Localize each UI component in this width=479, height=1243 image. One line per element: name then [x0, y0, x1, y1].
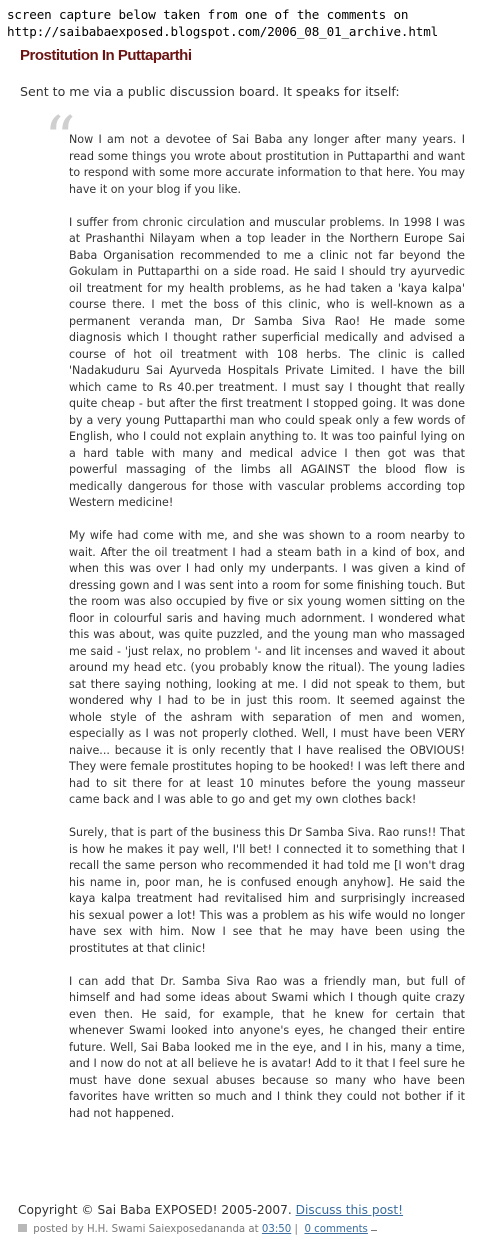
link-trail-icon	[371, 1230, 377, 1231]
copyright-line	[18, 1203, 403, 1217]
footer-separator: |	[294, 1224, 298, 1235]
post-footer	[18, 1224, 377, 1235]
comments-link[interactable]: 0 comments	[304, 1224, 368, 1235]
quote-paragraph-3: My wife had come with me, and she was shown to a room nearby to wait. After the oil treatment I had a steam bath in a kind of box, and when this was over I had only my underpants. I was given a kind of dressing gown and I was sent into a room for some finishing touch. But the room was also occupied by five or six young women sitting on the floor in colourful saris and having much adornment. I wondered what this was about, was quite puzzled, and the young man who massaged me said - 'just relax, no problem '- and lit incenses and waved it about around my head etc. (you probably know the ritual). The young ladies sat there saying nothing, looking at me. I did not speak to them, but wondered why I had to be in just this room. It seemed against the whole style of the ashram with separation of men and women, especially as I was not properly clothed. Well, I must have been VERY naive... because it is only recently that I have realised the OBVIOUS! They were female prostitutes hoping to be hooked! I was left there and had to sit there for at least 10 minutes before the young masseur came back and I was able to go and get my own clothes back!	[69, 529, 465, 806]
post-intro: Sent to me via a public discussion board. It speaks for itself:	[20, 84, 400, 99]
quote-paragraph-5: I can add that Dr. Samba Siva Rao was a friendly man, but full of himself and had some ideas about Swami which I though quite crazy even then. He said, for example, that he knew for certain that whenever Swami looked into anyone's eyes, he changed their entire future. Well, Sai Baba looked me in the eye, and I in his, many a time, and I now do not at all believe he is avatar! Add to it that I feel sure he must have done sexual abuses because so many who have been favorites have written so much and I think they could not bother if it had not happened.	[69, 974, 465, 1120]
caption-url-line: http://saibabaexposed.blogspot.com/2006_08_01_archive.html	[7, 24, 439, 39]
discuss-post-link[interactable]: Discuss this post!	[295, 1203, 404, 1217]
screen-capture-caption	[7, 6, 477, 40]
quote-mark-icon: “	[44, 102, 76, 175]
post-title[interactable]: Prostitution In Puttaparthi	[20, 47, 192, 64]
caption-line-1: screen capture below taken from one of the comments on	[7, 7, 409, 22]
quote-paragraph-1: Now I am not a devotee of Sai Baba any longer after many years. I read some things you wrote about prostitution in Puttaparthi and want to respond with some more accurate information to that here. You may have it on your blog if you like.	[69, 133, 465, 196]
blockquote	[69, 132, 465, 1139]
post-time-link[interactable]: 03:50	[261, 1224, 292, 1235]
quote-paragraph-2: I suffer from chronic circulation and muscular problems. In 1998 I was at Prashanthi Nilayam when a top leader in the Northern Europe Sai Baba Organisation recommended to me a clinic not far beyond the Gokulam in Puttaparthi on a side road. He said I should try ayurvedic oil treatment for my health problems, as he had taken a 'kaya kalpa' course there. I met the boss of this clinic, who is well-known as a permanent veranda man, Dr Samba Siva Rao! He made some diagnosis which I thought rather superficial medically and advised a course of hot oil treatment with 108 herbs. The clinic is called 'Nadakuduru Sai Ayurveda Hospitals Private Limited. I have the bill which came to Rs 40.per treatment. I must say I thought that really quite cheap - but after the first treatment I stopped going. It was done by a very young Puttaparthi man who could speak only a few words of English, who I could not explain anything to. It was too painful lying on a hard table with many and medical advice I then got was that powerful massaging of the limbs all AGAINST the blood flow is medically dangerous for those with vascular problems according top Western medicine!	[69, 215, 465, 509]
posted-by-text: posted by H.H. Swami Saiexposedananda at	[33, 1224, 259, 1235]
post-icon	[18, 1224, 27, 1232]
quote-paragraph-4: Surely, that is part of the business this Dr Samba Siva. Rao runs!! That is how he makes it pay well, I'll bet! I connected it to something that I recall the same person who recommended it had told me [I won't drag his name in, poor man, he is confused enough anyhow]. He said the kaya kalpa treatment had revitalised him and surprisingly increased his sexual power a lot! This was a problem as his wife would no longer have sex with him. Now I see that he may have been using the prostitutes at that clinic!	[69, 826, 465, 955]
copyright-text: Copyright © Sai Baba EXPOSED! 2005-2007.	[18, 1203, 292, 1217]
